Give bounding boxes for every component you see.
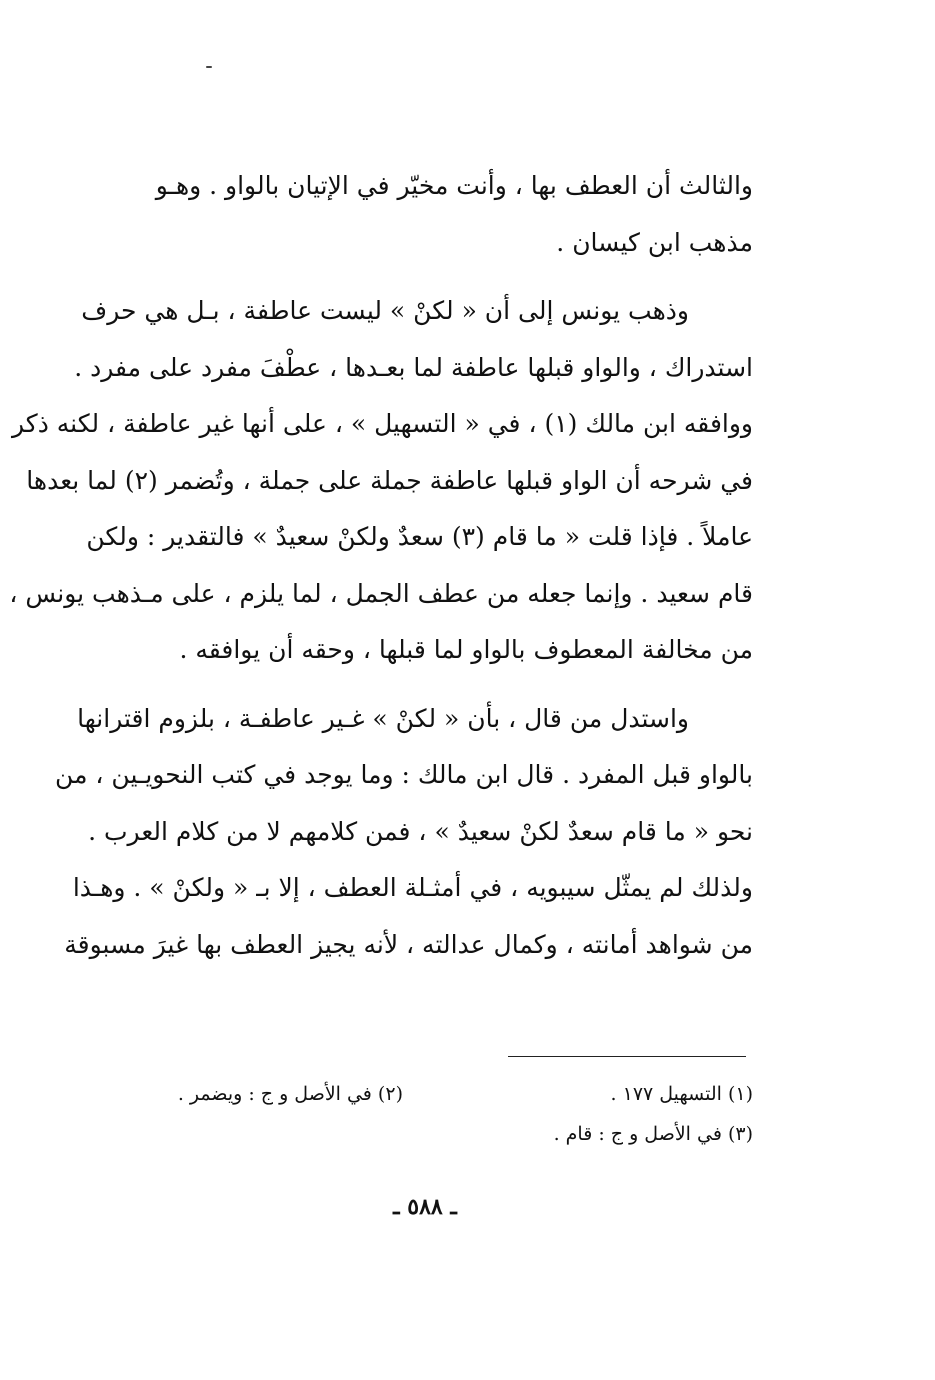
text-line: من مخالفة المعطوف بالواو لما قبلها ، وحقه أن يوافقه . bbox=[179, 635, 753, 664]
page-number: ـ ٥٨٨ ـ bbox=[393, 1194, 457, 1220]
text-line: نحو « ما قام سعدٌ لكنْ سعيدٌ » ، فمن كلامهم لا من كلام العرب . bbox=[88, 816, 753, 846]
footnote-2: (٢) في الأصل و ج : ويضمر . bbox=[177, 1083, 403, 1105]
scan-speck bbox=[206, 66, 212, 68]
text-line: ووافقه ابن مالك (١) ، في « التسهيل » ، على أنها غير عاطفة ، لكنه ذكر bbox=[12, 409, 753, 438]
text-line: قام سعيد . وإنما جعله من عطف الجمل ، لما يلزم ، على مـذهب يونس ، bbox=[9, 578, 753, 608]
text-line: ولذلك لم يمثّل سيبويه ، في أمثـلة العطف ، إلا بـ « ولكنْ » . وهـذا bbox=[72, 873, 753, 902]
text-line: من شواهد أمانته ، وكمال عدالته ، لأنه يجيز العطف بها غيرَ مسبوقة bbox=[64, 929, 753, 959]
text-line: والثالث أن العطف بها ، وأنت مخيّر في الإتيان بالواو . وهـو bbox=[155, 171, 753, 200]
text-line: واستدل من قال ، بأن « لكنْ » غـير عاطفـة ، بلزوم اقترانها bbox=[77, 703, 689, 733]
main-text bbox=[9, 158, 753, 973]
text-line: بالواو قبل المفرد . قال ابن مالك : وما يوجد في كتب النحويـين ، من bbox=[55, 760, 753, 789]
text-line: في شرحه أن الواو قبلها عاطفة جملة على جملة ، وتُضمر (٢) لما بعدها bbox=[26, 465, 753, 495]
footnote-1: (١) التسهيل ١٧٧ . bbox=[610, 1083, 753, 1105]
text-line: مذهب ابن كيسان . bbox=[556, 227, 753, 257]
footnote-divider bbox=[508, 1056, 746, 1057]
footnotes bbox=[130, 1074, 753, 1154]
text-line: وذهب يونس إلى أن « لكنْ » ليست عاطفة ، بـل هي حرف bbox=[81, 296, 689, 325]
footnote-3: (٣) في الأصل و ج : قام . bbox=[553, 1123, 753, 1145]
text-line: استدراك ، والواو قبلها عاطفة لما بعـدها ، عطْفَ مفرد على مفرد . bbox=[74, 352, 753, 382]
text-line: عاملاً . فإذا قلت « ما قام (٣) سعدٌ ولكنْ سعيدٌ » فالتقدير : ولكن bbox=[86, 522, 753, 551]
